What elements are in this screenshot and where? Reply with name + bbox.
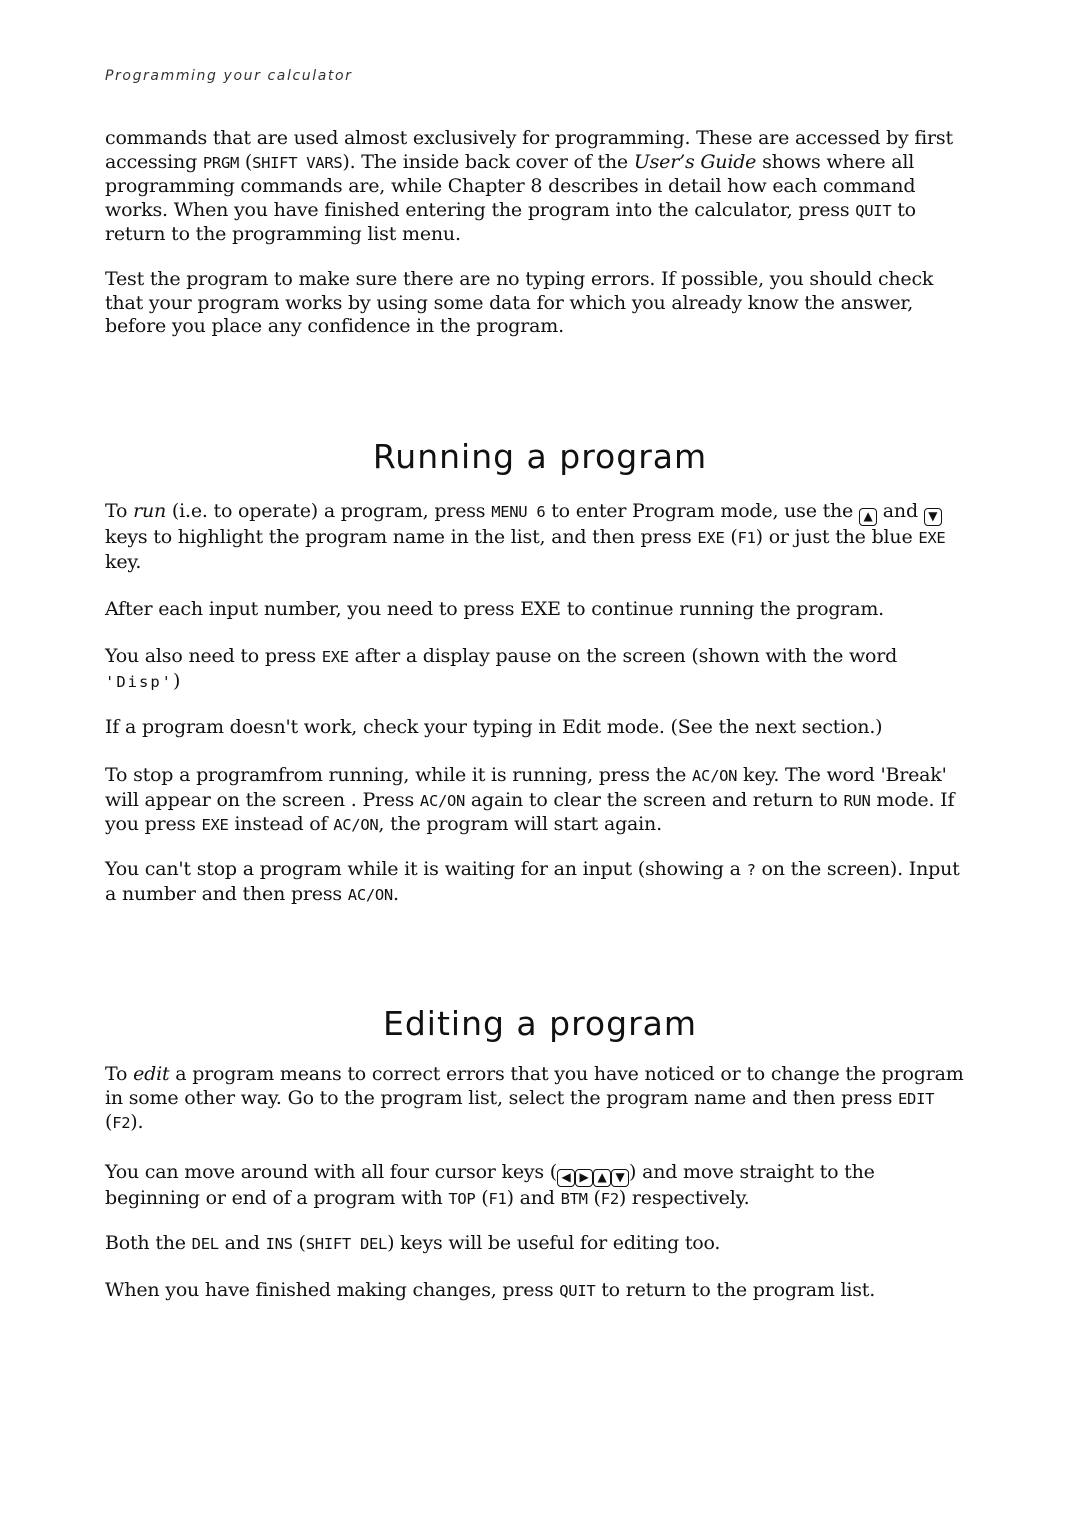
running-heading: Running a program [372, 437, 708, 476]
editing-heading: Editing a program [383, 1004, 697, 1043]
down-arrow-key-icon: ▼ [924, 508, 942, 526]
running-head: Programming your calculator [105, 68, 353, 84]
down-arrow-key-icon: ▼ [611, 1169, 629, 1187]
running-paragraph-2: After each input number, you need to press EXE to continue running the program. [105, 598, 884, 620]
editing-paragraph-4: When you have finished making changes, press QUIT to return to the program list. [105, 1279, 876, 1301]
editing-paragraph-2: You can move around with all four cursor keys ( ◀ ▶ ▲ ▼ ) and move straight to the beginning or end of a program with TOP (F1) and BTM (F2) respectively. [105, 1161, 875, 1209]
running-paragraph-3: You also need to press EXE after a display pause on the screen (shown with the word 'Disp') [105, 645, 898, 692]
up-arrow-key-icon: ▲ [593, 1169, 611, 1187]
up-arrow-key-icon: ▲ [859, 508, 877, 526]
editing-paragraph-1: To edit a program means to correct errors that you have noticed or to change the program in some other way. Go to the program list, select the program name and then press EDIT (F2). [105, 1063, 964, 1133]
running-paragraph-5: To stop a programfrom running, while it is running, press the AC/ON key. The word 'Break' will appear on the screen . Press AC/ON again to clear the screen and return to RUN mode. If you press EXE instead of AC/ON, the program will start again. [105, 764, 955, 835]
running-paragraph-4: If a program doesn't work, check your typing in Edit mode. (See the next section.) [105, 716, 883, 738]
running-paragraph-6: You can't stop a program while it is waiting for an input (showing a ? on the screen). Input a number and then press AC/ON. [105, 858, 960, 905]
editing-paragraph-3: Both the DEL and INS (SHIFT DEL) keys will be useful for editing too. [105, 1232, 721, 1254]
intro-paragraph-1: commands that are used almost exclusively for programming. These are accessed by first accessing PRGM (SHIFT VARS). The inside back cover of the User’s Guide shows where all programming commands are, while Chapter 8 describes in detail how each command works. When you have finished entering the program into the calculator, press QUIT to return to the programming list menu. [105, 127, 953, 245]
intro-paragraph-2: Test the program to make sure there are no typing errors. If possible, you should check that your program works by using some data for which you already know the answer, before you place any confidence in the program. [105, 268, 934, 337]
left-arrow-key-icon: ◀ [557, 1169, 575, 1187]
running-paragraph-1: To run (i.e. to operate) a program, press MENU 6 to enter Program mode, use the ▲ and ▼ keys to highlight the program name in the list, and then press EXE (F1) or just the blue EXE key. [105, 500, 946, 573]
right-arrow-key-icon: ▶ [575, 1169, 593, 1187]
